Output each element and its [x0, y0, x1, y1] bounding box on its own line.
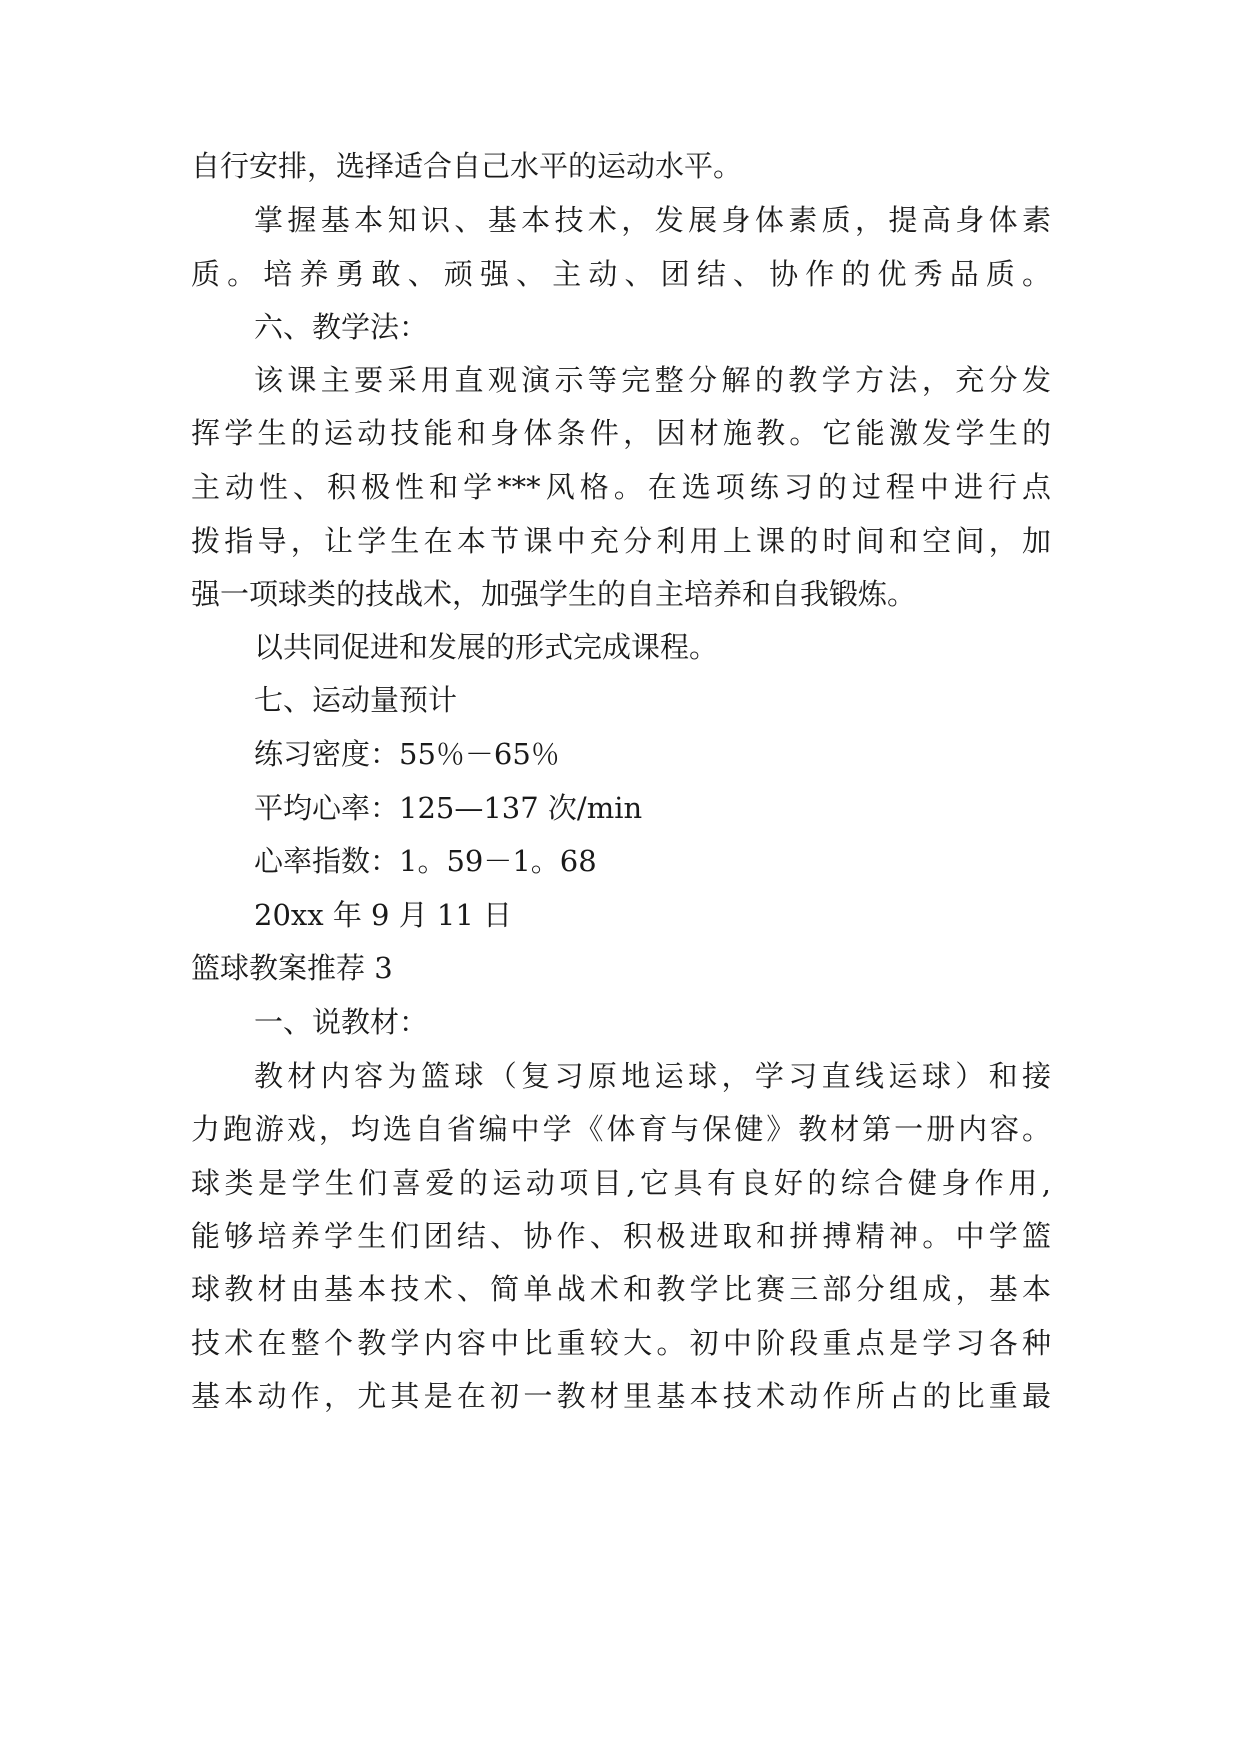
- paragraph-line: 强一项球类的技战术，加强学生的自主培养和自我锻炼。: [191, 577, 917, 611]
- section-heading: 一、说教材：: [254, 1005, 429, 1039]
- paragraph-line: 掌握基本知识、基本技术，发展身体素质，提高身体素: [254, 203, 1051, 237]
- section-heading: 六、教学法：: [254, 310, 429, 344]
- paragraph-line: 拨指导，让学生在本节课中充分利用上课的时间和空间，加: [191, 524, 1051, 558]
- heart-rate-index: 心率指数：1。59－1。68: [254, 844, 597, 878]
- paragraph-line: 技术在整个教学内容中比重较大。初中阶段重点是学习各种: [191, 1326, 1051, 1360]
- paragraph-line: 基本动作，尤其是在初一教材里基本技术动作所占的比重最: [191, 1379, 1051, 1413]
- paragraph-line: 挥学生的运动技能和身体条件，因材施教。它能激发学生的: [191, 416, 1051, 450]
- paragraph-line: 球教材由基本技术、简单战术和教学比赛三部分组成，基本: [191, 1272, 1051, 1306]
- section-heading: 七、运动量预计: [254, 683, 458, 717]
- paragraph-line: 力跑游戏，均选自省编中学《体育与保健》教材第一册内容。: [191, 1112, 1051, 1146]
- paragraph-line: 以共同促进和发展的形式完成课程。: [254, 630, 719, 664]
- paragraph-line: 主动性、积极性和学***风格。在选项练习的过程中进行点: [191, 470, 1051, 504]
- average-heart-rate: 平均心率：125—137 次/min: [254, 791, 643, 825]
- paragraph-line: 该课主要采用直观演示等完整分解的教学方法，充分发: [254, 363, 1051, 397]
- date-line: 20xx 年 9 月 11 日: [254, 898, 513, 932]
- paragraph-line: 球类是学生们喜爱的运动项目,它具有良好的综合健身作用,: [191, 1166, 1051, 1200]
- paragraph-line: 自行安排，选择适合自己水平的运动水平。: [191, 149, 743, 183]
- paragraph-line: 质。培养勇敢、顽强、主动、团结、协作的优秀品质。: [191, 257, 1051, 291]
- document-title: 篮球教案推荐 3: [191, 951, 393, 985]
- exercise-density: 练习密度：55％－65％: [254, 737, 560, 771]
- paragraph-line: 能够培养学生们团结、协作、积极进取和拼搏精神。中学篮: [191, 1219, 1051, 1253]
- paragraph-line: 教材内容为篮球（复习原地运球，学习直线运球）和接: [254, 1059, 1051, 1093]
